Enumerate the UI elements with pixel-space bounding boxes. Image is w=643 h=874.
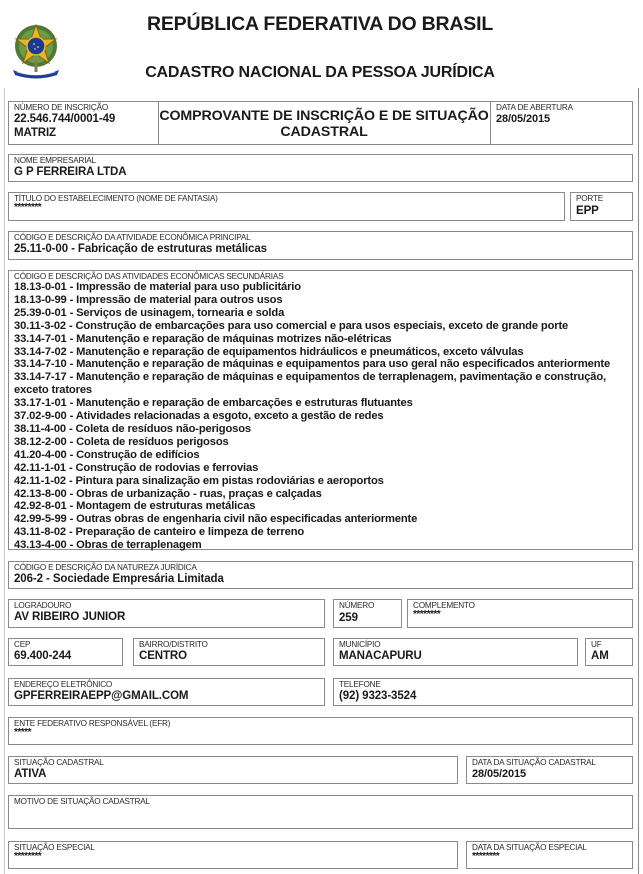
porte-field [570,192,633,221]
header-info-box [8,101,633,145]
list-item: 38.12-2-00 - Coleta de resíduos perigosos [14,435,229,448]
tipo-estabelecimento-value: MATRIZ [14,127,56,139]
cnpj-value: 22.546.744/0001-49 [14,113,116,125]
telefone-field [333,678,633,706]
data-situacao-cadastral-value: 28/05/2015 [472,768,527,780]
email-field [8,678,325,706]
list-item: 41.20-4-00 - Construção de edifícios [14,448,200,461]
situacao-cadastral-value: ATIVA [14,768,47,780]
complemento-field [407,599,633,628]
data-situacao-especial-field [466,841,633,869]
page-title: REPÚBLICA FEDERATIVA DO BRASIL [146,13,494,35]
list-item: 18.13-0-01 - Impressão de material para uso publicitário [14,281,301,293]
list-item: 37.02-9-00 - Atividades relacionadas a esgoto, exceto a gestão de redes [14,410,384,423]
email-value: GPFERREIRAEPP@GMAIL.COM [14,690,189,702]
nome-empresarial-field [8,154,633,182]
cep-field [8,638,123,666]
uf-value: AM [591,650,609,662]
nome-empresarial-label: NOME EMPRESARIAL [14,156,96,165]
list-item: 33.14-7-01 - Manutenção e reparação de máquinas motrizes não-elétricas [14,332,392,345]
efr-field [8,717,633,745]
page-subtitle: CADASTRO NACIONAL DA PESSOA JURÍDICA [145,64,495,81]
inscricao-label: NÚMERO DE INSCRIÇÃO [14,103,109,112]
municipio-label: MUNICÍPIO [339,640,381,649]
list-item: 25.39-0-01 - Serviços de usinagem, tornearia e solda [14,306,285,319]
list-item: 33.14-7-02 - Manutenção e reparação de equipamentos hidráulicos e pneumáticos, exceto válvulas [14,345,524,358]
comprovante-title-line1: COMPROVANTE DE INSCRIÇÃO E DE SITUAÇÃO [159,108,489,124]
logradouro-label: LOGRADOURO [14,601,72,610]
logradouro-field [8,599,325,628]
natureza-juridica-value: 206-2 - Sociedade Empresária Limitada [14,573,224,585]
abertura-value: 28/05/2015 [496,113,551,125]
uf-label: UF [591,640,602,649]
list-item: 43.11-8-02 - Preparação de canteiro e limpeza de terreno [14,526,305,539]
data-situacao-especial-label: DATA DA SITUAÇÃO ESPECIAL [472,843,587,852]
list-item: 42.11-1-01 - Construção de rodovias e ferrovias [14,461,259,474]
situacao-cadastral-label: SITUAÇÃO CADASTRAL [14,758,104,767]
uf-field [585,638,633,666]
data-situacao-cadastral-field [466,756,633,784]
cep-value: 69.400-244 [14,650,72,662]
list-item: 42.92-8-01 - Montagem de estruturas metálicas [14,500,256,513]
porte-label: PORTE [576,194,604,203]
atividades-secundarias-label: CÓDIGO E DESCRIÇÃO DAS ATIVIDADES ECONÔMICAS SECUNDÁRIAS [14,272,284,281]
situacao-especial-label: SITUAÇÃO ESPECIAL [14,843,95,852]
list-item: 18.13-0-99 - Impressão de material para outros usos [14,293,283,306]
numero-label: NÚMERO [339,601,375,610]
motivo-situacao-label: MOTIVO DE SITUAÇÃO CADASTRAL [14,797,150,806]
nome-empresarial-value: G P FERREIRA LTDA [14,166,127,178]
list-item: 33.14-7-17 - Manutenção e reparação de máquinas e equipamentos de terraplenagem, pavimentação e construção, exceto tratores [14,371,607,397]
list-item: 30.11-3-02 - Construção de embarcações para uso comercial e para usos especiais, exceto de grande porte [14,319,569,332]
efr-value: ***** [14,727,31,738]
email-label: ENDEREÇO ELETRÔNICO [14,680,113,689]
atividade-principal-label: CÓDIGO E DESCRIÇÃO DA ATIVIDADE ECONÔMICA PRINCIPAL [14,233,251,242]
municipio-field [333,638,578,666]
atividade-principal-field [8,231,633,260]
situacao-especial-field [8,841,458,869]
list-item: 38.11-4-00 - Coleta de resíduos não-perigosos [14,422,251,435]
titulo-estabelecimento-field [8,192,565,221]
complemento-label: COMPLEMENTO [413,601,475,610]
numero-value: 259 [339,612,358,624]
motivo-situacao-field [8,795,633,829]
titulo-estabelecimento-value: ******** [14,202,42,213]
page-frame-right [638,88,639,874]
list-item: 42.13-8-00 - Obras de urbanização - ruas, praças e calçadas [14,487,322,500]
municipio-value: MANACAPURU [339,650,422,662]
natureza-juridica-label: CÓDIGO E DESCRIÇÃO DA NATUREZA JURÍDICA [14,563,197,572]
divider [490,102,491,144]
efr-label: ENTE FEDERATIVO RESPONSÁVEL (EFR) [14,719,171,728]
atividades-secundarias-field [8,270,633,550]
page-frame-left [4,88,5,874]
bairro-label: BAIRRO/DISTRITO [139,640,208,649]
data-situacao-cadastral-label: DATA DA SITUAÇÃO CADASTRAL [472,758,596,767]
telefone-label: TELEFONE [339,680,381,689]
abertura-label: DATA DE ABERTURA [496,103,573,112]
titulo-estabelecimento-label: TÍTULO DO ESTABELECIMENTO (NOME DE FANTASIA) [14,194,218,203]
list-item: 33.17-1-01 - Manutenção e reparação de embarcações e estruturas flutuantes [14,397,413,410]
numero-field [333,599,402,628]
comprovante-title [159,102,489,144]
brazil-coat-of-arms-icon [9,22,63,80]
bairro-value: CENTRO [139,650,187,662]
list-item: 33.14-7-10 - Manutenção e reparação de máquinas e equipamentos para uso geral não especificados anteriormente [14,358,611,371]
data-situacao-especial-value: ******** [472,851,500,862]
natureza-juridica-field [8,561,633,589]
list-item: 43.13-4-00 - Obras de terraplenagem [14,539,202,552]
list-item: 42.99-5-99 - Outras obras de engenharia civil não especificadas anteriormente [14,513,418,526]
list-item: 42.11-1-02 - Pintura para sinalização em pistas rodoviárias e aeroportos [14,474,384,487]
porte-value: EPP [576,205,599,217]
situacao-cadastral-field [8,756,458,784]
atividades-secundarias-list [14,281,628,552]
situacao-especial-value: ******** [14,851,42,862]
logradouro-value: AV RIBEIRO JUNIOR [14,611,126,623]
telefone-value: (92) 9323-3524 [339,690,417,702]
complemento-value: ******** [413,609,441,620]
comprovante-title-line2: CADASTRAL [280,124,368,140]
atividade-principal-value: 25.11-0-00 - Fabricação de estruturas metálicas [14,243,267,255]
cep-label: CEP [14,640,31,649]
bairro-field [133,638,325,666]
